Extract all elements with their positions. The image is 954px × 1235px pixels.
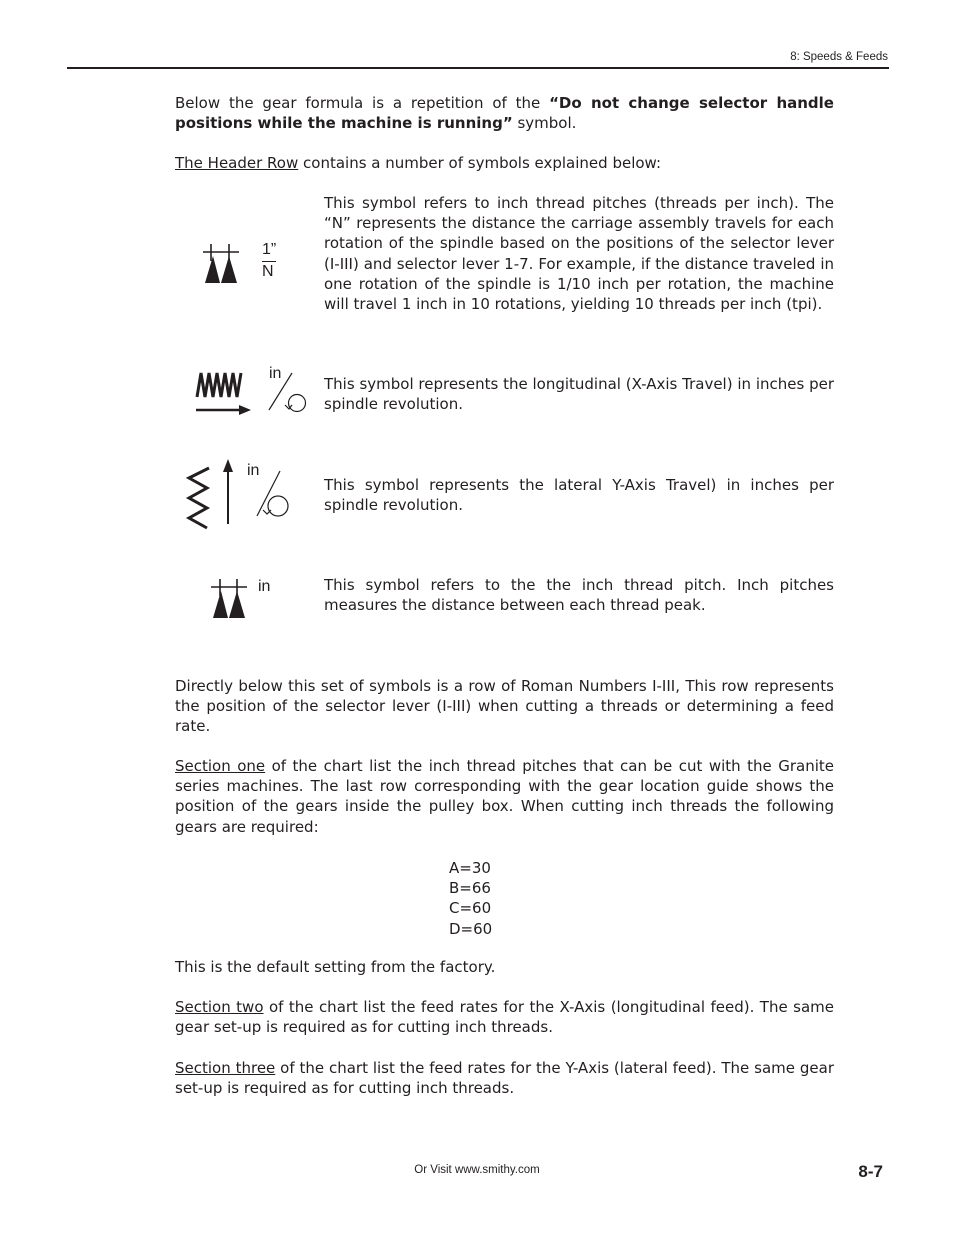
gear-c: C=60: [449, 899, 492, 918]
longitudinal-feed-icon: [193, 367, 253, 415]
intro-text-after: symbol.: [512, 114, 577, 133]
section-three-paragraph: [175, 1058, 834, 1098]
fraction-bar: [262, 261, 276, 262]
section-one-paragraph: [175, 756, 834, 837]
gear-d: D=60: [449, 919, 493, 938]
longitudinal-description: This symbol represents the longitudinal (X-Axis Travel) in inches per spindle revolution.: [324, 375, 834, 414]
longitudinal-unit: in: [269, 365, 282, 382]
lateral-description: This symbol represents the lateral Y-Axis Travel) in inches per spindle revolution.: [324, 476, 834, 515]
section-three-text: of the chart list the feed rates for the Y-Axis (lateral feed). The same gear set-up is required as for cutting inch threads.: [175, 1059, 834, 1098]
pitch-unit: in: [258, 578, 271, 595]
intro-text-before: Below the gear formula is a repetition of the: [175, 94, 550, 112]
pitch-description: This symbol refers to the the inch thread pitch. Inch pitches measures the distance between each thread peak.: [324, 576, 834, 615]
header-row-text: contains a number of symbols explained below:: [298, 154, 662, 172]
tpi-numerator: 1”: [262, 241, 277, 258]
warning-symbol-name: “Do not change selector handle positions while the machine is running”: [175, 94, 834, 133]
running-header: 8: Speeds & Feeds: [790, 51, 888, 63]
tpi-denominator: N: [262, 263, 274, 280]
tpi-description: This symbol refers to inch thread pitches (threads per inch). The “N” represents the distance the carriage assembly travels for each rotation of the spindle based on the positions of the selector lever (I-III) and selector lever 1-7. For example, if the distance traveled in one rotation of the spindle is 1/10 inch per rotation, the machine will travel 1 inch in 10 rotations, yielding 10 threads per inch (tpi).: [324, 194, 834, 314]
thread-pitch-tpi-icon: [203, 243, 243, 285]
section-one-term: Section one: [175, 757, 266, 775]
per-revolution-icon: [268, 372, 308, 414]
gear-list: [449, 858, 492, 939]
lateral-feed-icon: [185, 458, 235, 530]
header-row-term: The Header Row: [175, 154, 299, 172]
section-one-text: of the chart list the inch thread pitches that can be cut with the Granite series machines. The last row corresponding with the gear location guide shows the position of the gears inside the pulley box. When cutting inch threads the following gears are required:: [175, 757, 834, 836]
intro-paragraph: [175, 93, 834, 133]
gear-b: B=66: [449, 879, 491, 898]
section-two-paragraph: [175, 997, 834, 1037]
roman-numbers-paragraph: Directly below this set of symbols is a row of Roman Numbers I-III, This row represents the position of the selector lever (I-III) when cutting a threads or determining a feed rate.: [175, 677, 834, 736]
page-number: 8-7: [858, 1162, 883, 1181]
lateral-unit: in: [247, 462, 260, 479]
section-two-text: of the chart list the feed rates for the X-Axis (longitudinal feed). The same gear set-up is required as for cutting inch threads.: [175, 998, 835, 1037]
section-two-term: Section two: [175, 998, 264, 1016]
footer-website: Or Visit www.smithy.com: [414, 1164, 540, 1176]
default-setting-paragraph: This is the default setting from the factory.: [175, 958, 496, 976]
per-revolution-icon: [252, 470, 292, 520]
header-row-paragraph: [175, 153, 834, 173]
gear-a: A=30: [449, 859, 491, 877]
inch-thread-pitch-icon: [209, 578, 249, 620]
header-rule: [67, 67, 889, 69]
section-three-term: Section three: [175, 1059, 276, 1077]
